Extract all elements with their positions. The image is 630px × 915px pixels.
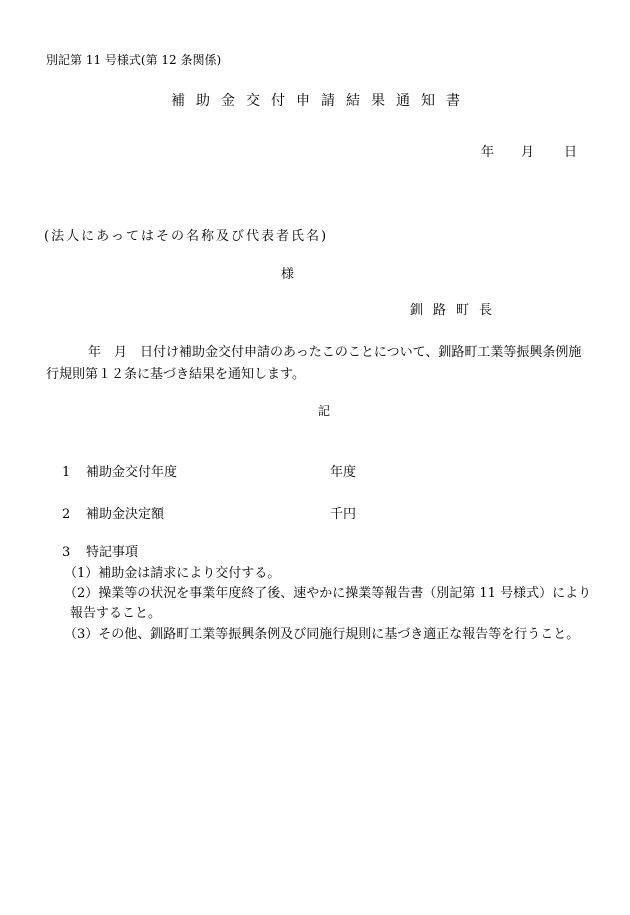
body-line-1: 年 月 日付け補助金交付申請のあったこのことについて、釧路町工業等振興条例施 xyxy=(88,345,582,360)
special-note-2: （2）操業等の状況を事業年度終了後、速やかに操業等報告書（別記第 11 号様式）により xyxy=(64,586,592,601)
document-title: 補助金交付申請結果通知書 xyxy=(171,93,471,109)
item-number: 2 xyxy=(62,507,71,522)
date-month-label: 月 xyxy=(521,145,535,160)
special-note-3: （3）その他、釧路町工業等振興条例及び同施行規則に基づき適正な報告等を行うこと。 xyxy=(64,627,580,642)
item-label-special-notes: 特記事項 xyxy=(86,545,139,560)
issuer: 釧路町長 xyxy=(410,303,503,318)
special-note-2-continued: 報告すること。 xyxy=(70,606,162,621)
item-label-fiscal-year: 補助金交付年度 xyxy=(86,465,178,480)
item-unit-year: 年度 xyxy=(330,465,357,480)
applicant-note: (法人にあってはその名称及び代表者氏名) xyxy=(44,229,329,244)
item-unit-thousand-yen: 千円 xyxy=(330,507,357,522)
item-number: 3 xyxy=(62,545,71,560)
item-label-amount: 補助金決定額 xyxy=(86,507,165,522)
honorific: 様 xyxy=(281,267,295,282)
date-year-label: 年 xyxy=(481,145,495,160)
ki-heading: 記 xyxy=(318,404,331,418)
form-label: 別記第 11 号様式(第 12 条関係) xyxy=(46,53,222,67)
date-day-label: 日 xyxy=(564,145,578,160)
special-note-1: （1）補助金は請求により交付する。 xyxy=(64,566,281,581)
body-line-2: 行規則第１２条に基づき結果を通知します。 xyxy=(46,367,305,382)
item-number: 1 xyxy=(62,465,71,480)
